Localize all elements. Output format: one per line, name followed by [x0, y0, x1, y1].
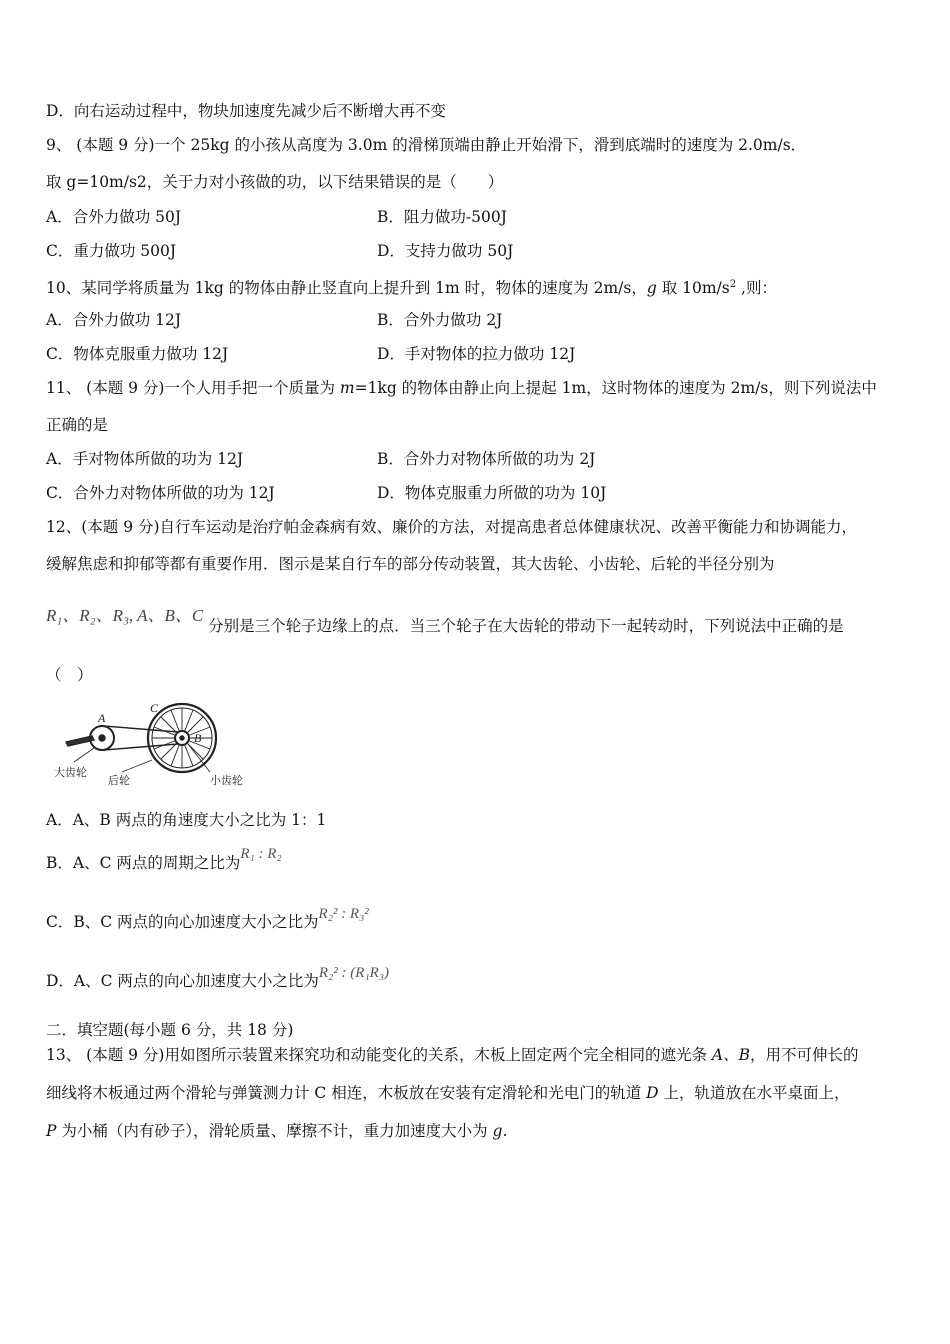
- q9-stem-line1: 9、 (本题 9 分)一个 25kg 的小孩从高度为 3.0m 的滑梯顶端由静止开始滑下，滑到底端时的速度为 2.0m/s．: [46, 136, 807, 154]
- q12-stem-line2: 缓解焦虑和抑郁等都有重要作用．图示是某自行车的部分传动装置，其大齿轮、小齿轮、后轮的半径分别为: [46, 555, 775, 573]
- q10-sup: 2: [729, 279, 737, 290]
- q13-line1-pre: 13、 (本题 9 分)用如图所示装置来探究功和动能变化的关系，木板上固定两个完全相同的遮光条: [46, 1046, 712, 1064]
- q11-m-symbol: m: [339, 379, 355, 397]
- q10-g-symbol: g: [646, 279, 657, 298]
- q9-stem-line2: 取 g=10m/s2，关于力对小孩做的功，以下结果错误的是（ ）: [46, 173, 504, 191]
- q11-stem-post: =1kg 的物体由静止向上提起 1m，这时物体的速度为 2m/s，则下列说法中: [354, 379, 877, 397]
- q11-option-d: D．物体克服重力所做的功为 10J: [377, 484, 607, 502]
- q13-line3-mid: 为小桶（内有砂子），滑轮质量、摩擦不计，重力加速度大小为: [56, 1122, 493, 1140]
- q13-g-symbol: g: [492, 1122, 503, 1140]
- chain-bottom: [104, 744, 178, 750]
- q9-option-c: C．重力做功 500J: [46, 242, 177, 260]
- q13-line3-end: .: [502, 1122, 508, 1140]
- label-rear-wheel: 后轮: [108, 774, 130, 787]
- q11-option-a: A．手对物体所做的功为 12J: [46, 450, 244, 468]
- q13-ab-symbols: A、B: [711, 1046, 750, 1064]
- q13-line2-post: 上，轨道放在水平桌面上，: [658, 1084, 850, 1102]
- q12-option-d: [46, 965, 390, 995]
- q12-option-c-text: C．B、C 两点的向心加速度大小之比为: [46, 913, 319, 931]
- q11-option-b: B．合外力对物体所做的功为 2J: [377, 450, 596, 468]
- q9-option-d: D．支持力做功 50J: [377, 242, 514, 260]
- q10-stem-pre: 10、某同学将质量为 1kg 的物体由静止竖直向上提升到 1m 时，物体的速度为 2m/s，: [46, 279, 647, 298]
- label-c: C: [150, 701, 159, 715]
- q12-stem-line1: 12、(本题 9 分)自行车运动是治疗帕金森病有效、廉价的方法，对提高患者总体健康状况、改善平衡能力和协调能力，: [46, 518, 858, 536]
- section-2-heading: 二．填空题(每小题 6 分，共 18 分): [46, 1021, 294, 1039]
- q11-stem-line2: 正确的是: [46, 416, 109, 434]
- q11-stem-line1: [46, 377, 877, 399]
- q12-option-c: [46, 906, 369, 936]
- q12-option-d-text: D．A、C 两点的向心加速度大小之比为: [46, 972, 319, 990]
- q13-stem-line3: [46, 1120, 507, 1142]
- q12-paren: （ ）: [46, 666, 93, 684]
- q9-option-a: A．合外力做功 50J: [46, 208, 182, 226]
- q10-option-c: C．物体克服重力做功 12J: [46, 345, 229, 363]
- label-big-gear: 大齿轮: [54, 766, 87, 779]
- q10-stem-post: ,则：: [736, 279, 777, 298]
- q10-stem: [46, 274, 777, 299]
- q10-option-a: A．合外力做功 12J: [46, 311, 182, 329]
- leader-rear: [122, 760, 152, 772]
- q12-option-b-text: B．A、C 两点的周期之比为: [46, 854, 241, 872]
- small-gear-hub: [180, 736, 184, 740]
- q10-option-d: D．手对物体的拉力做功 12J: [377, 345, 576, 363]
- q11-option-c: C．合外力对物体所做的功为 12J: [46, 484, 275, 502]
- leader-big: [74, 748, 94, 762]
- q12-option-b-math: R₁ : R₂: [240, 846, 282, 862]
- q12-option-c-math: R₂² : R₃²: [318, 906, 369, 922]
- chain-top: [104, 726, 178, 732]
- q13-stem-line1: [46, 1044, 859, 1066]
- q13-stem-line2: [46, 1082, 850, 1104]
- label-small-gear: 小齿轮: [210, 774, 243, 787]
- q13-line2-pre: 细线将木板通过两个滑轮与弹簧测力计 C 相连，木板放在安装有定滑轮和光电门的轨道: [46, 1084, 647, 1102]
- q13-line1-post: ，用不可伸长的: [749, 1046, 859, 1064]
- q13-d-symbol: D: [646, 1084, 659, 1102]
- q12-option-d-math: R₂² : (R₁R₃): [318, 965, 390, 981]
- q10-stem-mid: 取 10m/s: [656, 279, 730, 298]
- q11-stem-pre: 11、 (本题 9 分)一个人用手把一个质量为: [46, 379, 340, 397]
- label-a: A: [98, 711, 106, 725]
- bicycle-transmission-figure: [52, 700, 262, 790]
- q9-option-b: B．阻力做功-500J: [377, 208, 507, 226]
- q12-stem-line3-text: 分别是三个轮子边缘上的点．当三个轮子在大齿轮的带动下一起转动时，下列说法中正确的是: [208, 617, 844, 635]
- q13-p-symbol: P: [46, 1122, 57, 1140]
- q10-option-b: B．合外力做功 2J: [377, 311, 503, 329]
- q12-stem-line3: [46, 603, 844, 635]
- q12-variable-list: R₁、R₂、R₃, A、B、C: [46, 606, 204, 625]
- q12-option-a: A．A、B 两点的角速度大小之比为 1：1: [46, 811, 327, 829]
- big-gear-hub: [99, 735, 105, 741]
- q8-option-d: D．向右运动过程中，物块加速度先减少后不断增大再不变: [46, 102, 446, 120]
- label-b: B: [194, 731, 202, 745]
- q12-option-b: [46, 846, 282, 877]
